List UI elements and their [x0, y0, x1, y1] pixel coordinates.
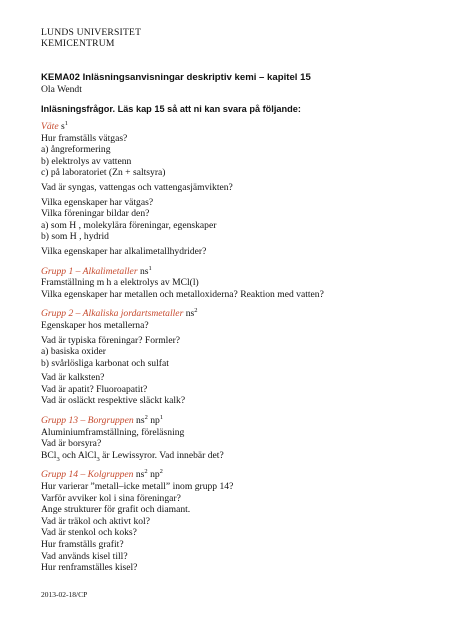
question-line: Hur varierar ”metall–icke metall” inom grupp 14?: [41, 481, 234, 493]
content: [41, 121, 441, 582]
question-line: Vilka egenskaper har alkalimetallhydrider?: [41, 245, 207, 257]
answer-option: a) ångreformering: [41, 144, 111, 156]
document-title: KEMA02 Inläsningsanvisningar deskriptiv kemi – kapitel 15: [41, 72, 311, 83]
question-line: BCl$_3$ och AlCl$_3$ är Lewissyror. Vad innebär det?: [41, 449, 224, 463]
section-grupp14: [41, 469, 441, 573]
section-title: Väte $s^1$: [41, 119, 68, 132]
question-line: Vad är osläckt respektive släckt kalk?: [41, 395, 186, 407]
question-line: Vilka egenskaper har metallen och metalloxiderna? Reaktion med vatten?: [41, 288, 324, 300]
question-line: Vad används kisel till?: [41, 550, 128, 562]
question-line: Ange strukturer för grafit och diamant.: [41, 504, 191, 516]
header-department: KEMICENTRUM: [41, 38, 115, 49]
question-line: Varför avviker kol i sina föreningar?: [41, 492, 181, 504]
question-line: Hur framställs vätgas?: [41, 132, 128, 144]
answer-option: b) elektrolys av vattenn: [41, 155, 132, 167]
question-line: Vad är träkol och aktivt kol?: [41, 515, 150, 527]
section-grupp13: [41, 415, 441, 461]
answer-option: c) på laboratoriet (Zn + saltsyra): [41, 167, 166, 179]
question-line: Vilka egenskaper har vätgas?: [41, 196, 154, 208]
section-title: Grupp 14 – Kolgruppen $ns^2$ $np^2$: [41, 468, 163, 481]
institution-header: [41, 27, 141, 49]
question-line: Hur renframställes kisel?: [41, 562, 138, 574]
section-grupp2: [41, 308, 441, 407]
section-grupp1: [41, 266, 441, 301]
intro-heading: Inläsningsfrågor. Läs kap 15 så att ni kan svara på följande:: [41, 104, 301, 114]
question-line: Vad är kalksten?: [41, 372, 105, 384]
question-line: Vad är typiska föreningar? Formler?: [41, 334, 181, 346]
answer-option: b) som H , hydrid: [41, 231, 109, 243]
question-line: Vad är syngas, vattengas och vattengasjämvikten?: [41, 181, 233, 193]
answer-option: a) basiska oxider: [41, 346, 107, 358]
question-line: Vilka föreningar bildar den?: [41, 208, 150, 220]
author-name: Ola Wendt: [41, 84, 82, 95]
question-line: Vad är borsyra?: [41, 438, 102, 450]
section-title: Grupp 2 – Alkaliska jordartsmetaller $ns^2$: [41, 307, 198, 320]
section-vate: [41, 121, 441, 258]
answer-option: a) som H , molekylära föreningar, egenskaper: [41, 219, 217, 231]
question-line: Vad är stenkol och koks?: [41, 527, 137, 539]
footer-date: 2013-02-18/CP: [41, 590, 88, 599]
header-university: LUNDS UNIVERSITET: [41, 27, 142, 38]
question-line: Vad är apatit? Fluoroapatit?: [41, 383, 148, 395]
section-title: Grupp 13 – Borgruppen $ns^2$ $np^1$: [41, 413, 164, 427]
question-line: Egenskaper hos metallerna?: [41, 319, 149, 331]
answer-option: b) svårlösliga karbonat och sulfat: [41, 357, 169, 369]
section-title: Grupp 1 – Alkalimetaller $ns^1$: [41, 264, 152, 277]
question-line: Hur framställs grafit?: [41, 539, 124, 550]
question-line: Framställning m h a elektrolys av MCl(l): [41, 277, 199, 289]
question-line: Aluminiumframställning, föreläsning: [41, 426, 185, 438]
